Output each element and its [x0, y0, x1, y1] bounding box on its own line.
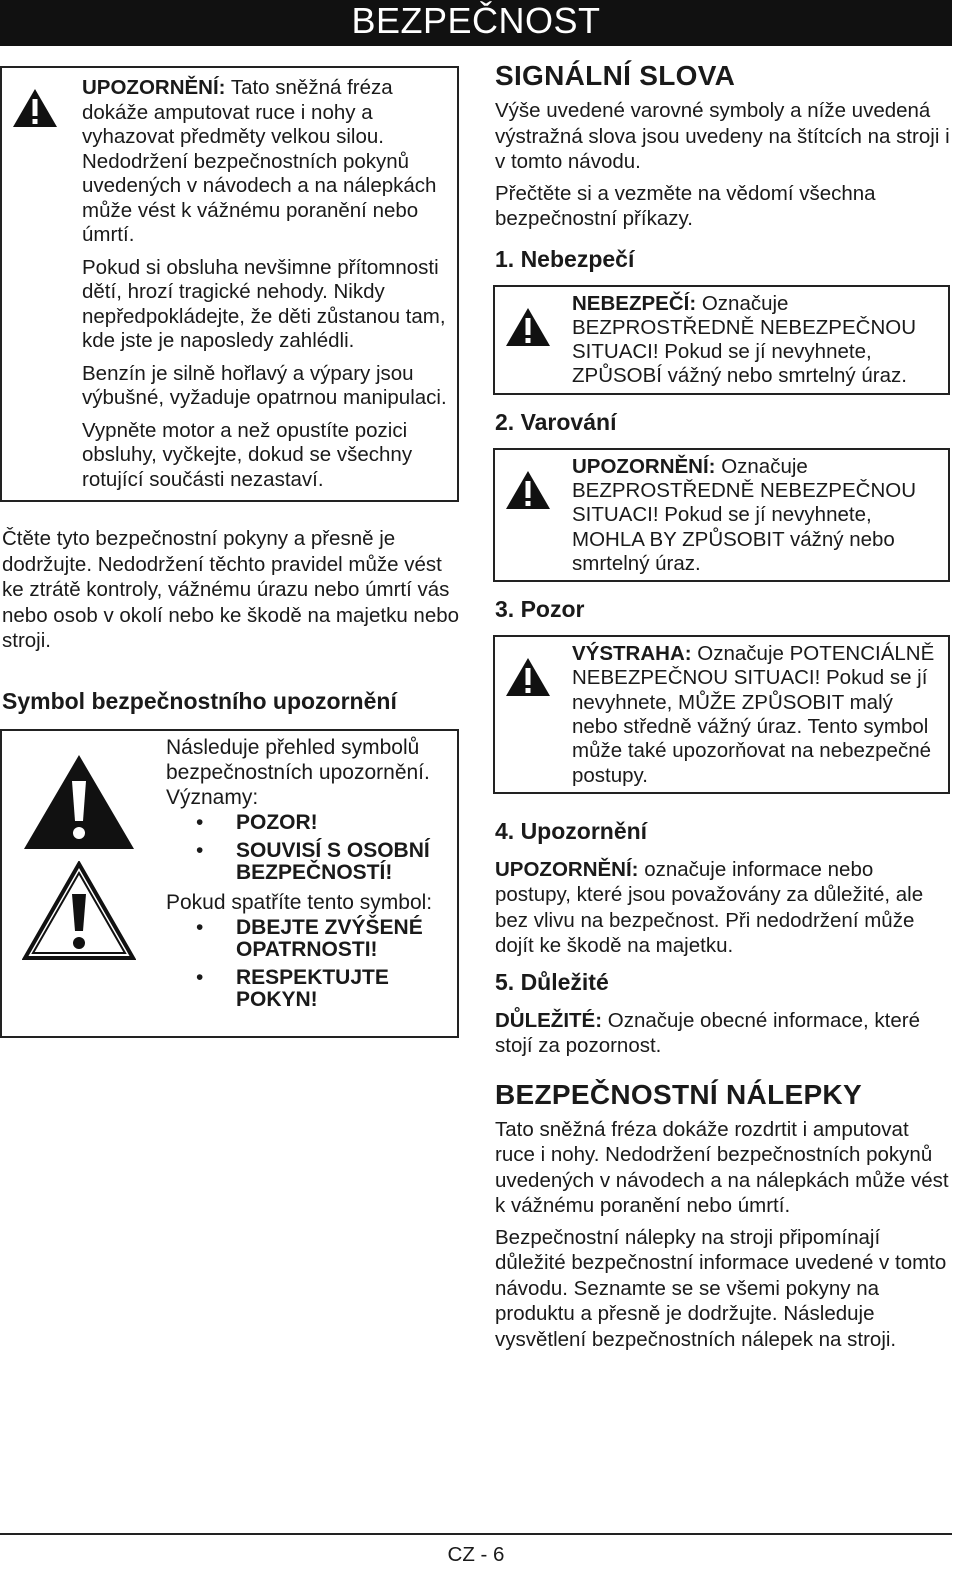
warning-triangle-icon: [22, 753, 136, 856]
warning-paragraph-4: Vypněte motor a než opustíte pozici obsluhy, vyčkejte, dokud se všechny rotující součásti nezastaví.: [82, 418, 413, 491]
list-item: • POZOR!: [166, 812, 451, 834]
list-item: • RESPEKTUJTE POKYN!: [166, 967, 451, 1011]
caution-box: [493, 635, 950, 794]
symbol-list-2: [166, 917, 451, 1011]
decals-paragraph-2: Bezpečnostní nálepky na stroji připomínají důležité bezpečnostní informace uvedené v tomto návodu. Seznamte se se všemi pokyny na produktu a přesně je dodržujte. Následuje vysvětlení bezpečnostních nálepek na stroji.: [495, 1225, 947, 1351]
danger-box: [493, 285, 950, 395]
danger-heading: 1. Nebezpečí: [495, 245, 635, 272]
danger-text: NEBEZPEČÍ: Označuje BEZPROSTŘEDNĚ NEBEZPEČNOU SITUACI! Pokud se jí nevyhnete, ZPŮSOBÍ vážný nebo smrtelný úraz.: [572, 291, 916, 388]
symbol-heading: Symbol bezpečnostního upozornění: [2, 687, 397, 714]
symbol-list-1: [166, 812, 451, 884]
page-title: BEZPEČNOST: [351, 0, 601, 41]
decals-paragraph-1: Tato sněžná fréza dokáže rozdrtit i amputovat ruce i nohy. Nedodržení bezpečnostních pokynů uvedených v návodech a na nálepkách může vést k vážnému poranění nebo úmrtí.: [495, 1117, 949, 1218]
right-column: [493, 60, 953, 1358]
warning-heading: 2. Varování: [495, 408, 617, 435]
warning-triangle-icon: [12, 88, 58, 133]
symbol-box: [0, 729, 459, 1038]
warning-paragraph-3: Benzín je silně hořlavý a výpary jsou výbušné, vyžaduje opatrnou manipulaci.: [82, 361, 447, 409]
warning-triangle-icon: [505, 307, 551, 352]
footer-divider: [0, 1533, 952, 1535]
warning-text: UPOZORNĚNÍ: Označuje BEZPROSTŘEDNĚ NEBEZPEČNOU SITUACI! Pokud se jí nevyhnete, MOHLA BY ZPŮSOBIT vážný nebo smrtelný úraz.: [572, 454, 916, 575]
outline-warning-triangle-icon: [22, 861, 136, 966]
intro-paragraph: Čtěte tyto bezpečnostní pokyny a přesně je dodržujte. Nedodržení těchto pravidel může vést ke ztrátě kontroly, vážnému úrazu nebo úmrtí vás nebo osob v okolí nebo ke škodě na majetku nebo stroji.: [2, 527, 460, 652]
amputation-warning-box: [0, 66, 459, 502]
warning-paragraph-2: Pokud si obsluha nevšimne přítomnosti dětí, hrozí tragické nehody. Nikdy nepředpokládejte, že děti zůstanou tam, kde jste je naposledy zahlédli.: [82, 255, 446, 352]
list-item: • DBEJTE ZVÝŠENÉ OPATRNOSTI!: [166, 917, 451, 961]
notice-heading: 4. Upozornění: [495, 817, 648, 844]
important-heading: 5. Důležité: [495, 968, 609, 995]
left-column: [0, 66, 460, 1038]
warning-paragraph-1: UPOZORNĚNÍ: Tato sněžná fréza dokáže amputovat ruce i nohy a vyhazovat předměty velkou silou. Nedodržení bezpečnostních pokynů uvedených v návodech a na nálepkách může vést k vážnému poranění nebo úmrtí.: [82, 76, 437, 246]
symbol-intro: Následuje přehled symbolů bezpečnostních upozornění. Významy:: [166, 735, 430, 809]
warning-triangle-icon: [505, 657, 551, 702]
important-text: DŮLEŽITÉ: Označuje obecné informace, které stojí za pozornost.: [495, 1008, 920, 1058]
notice-text: UPOZORNĚNÍ: označuje informace nebo postupy, které jsou považovány za důležité, ale bez vlivu na bezpečnost. Při nedodržení může dojít ke škodě na majetku.: [495, 857, 924, 958]
warning-box: [493, 448, 950, 582]
page-number: CZ - 6: [447, 1543, 505, 1566]
caution-heading: 3. Pozor: [495, 596, 585, 623]
decals-heading: BEZPEČNOSTNÍ NÁLEPKY: [495, 1078, 862, 1110]
signal-paragraph-1: Výše uvedené varovné symboly a níže uvedená výstražná slova jsou uvedeny na štítcích na stroji i v tomto návodu.: [495, 99, 950, 173]
symbol-instruction: Pokud spatříte tento symbol:: [166, 890, 433, 914]
signal-paragraph-2: Přečtěte si a vezměte na vědomí všechna bezpečnostní příkazy.: [495, 181, 876, 230]
list-item: • SOUVISÍ S OSOBNÍ BEZPEČNOSTÍ!: [166, 840, 451, 884]
caution-text: VÝSTRAHA: Označuje POTENCIÁLNĚ NEBEZPEČNOU SITUACI! Pokud se jí nevyhnete, MŮŽE ZPŮSOBIT malý nebo středně vážný úraz. Tento symbol může také upozorňovat na nebezpečné postupy.: [572, 642, 935, 787]
signal-words-heading: SIGNÁLNÍ SLOVA: [495, 60, 736, 91]
warning-triangle-icon: [505, 470, 551, 515]
